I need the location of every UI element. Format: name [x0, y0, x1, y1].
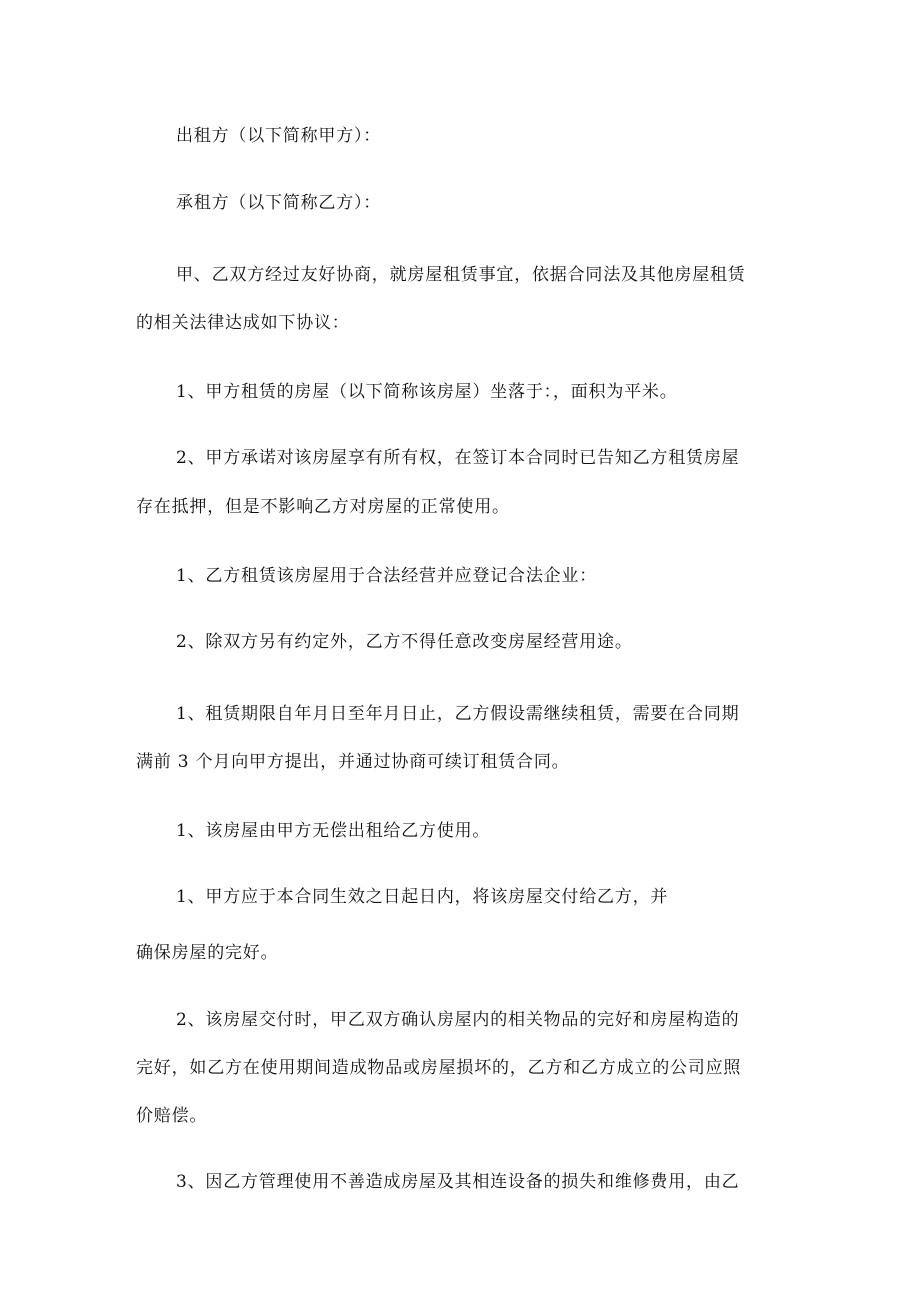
clause-ownership-line-1: 2、甲方承诺对该房屋享有所有权，在签订本合同时已告知乙方租赁房屋 [176, 448, 740, 468]
lessor-line: 出租方（以下简称甲方）： [176, 126, 382, 146]
clause-usage-2: 2、除双方另有约定外，乙方不得任意改变房屋经营用途。 [176, 632, 633, 652]
clause-condition-line-1: 2、该房屋交付时，甲乙双方确认房屋内的相关物品的完好和房屋构造的 [176, 1010, 740, 1030]
clause-house-location: 1、甲方租赁的房屋（以下简称该房屋）坐落于：，面积为平米。 [176, 382, 678, 402]
intro-paragraph-line-1: 甲、乙双方经过友好协商，就房屋租赁事宜，依据合同法及其他房屋租赁 [176, 265, 746, 285]
clause-delivery-line-2: 确保房屋的完好。 [136, 943, 279, 963]
clause-condition-line-3: 价赔偿。 [136, 1106, 208, 1126]
clause-condition-line-2: 完好，如乙方在使用期间造成物品或房屋损坏的，乙方和乙方成立的公司应照 [136, 1058, 742, 1078]
clause-delivery-line-1: 1、甲方应于本合同生效之日起日内，将该房屋交付给乙方，并 [176, 887, 669, 907]
clause-ownership-line-2: 存在抵押，但是不影响乙方对房屋的正常使用。 [136, 497, 510, 517]
clause-term-line-2: 满前 3 个月向甲方提出，并通过协商可续订租赁合同。 [136, 752, 570, 772]
clause-rent-free: 1、该房屋由甲方无偿出租给乙方使用。 [176, 821, 491, 841]
intro-paragraph-line-2: 的相关法律达成如下协议： [136, 313, 350, 333]
clause-damage-line-1: 3、因乙方管理使用不善造成房屋及其相连设备的损失和维修费用，由乙 [176, 1172, 740, 1192]
clause-term-line-1: 1、租赁期限自年月日至年月日止，乙方假设需继续租赁，需要在合同期 [176, 704, 740, 724]
lessee-line: 承租方（以下简称乙方）： [176, 193, 382, 213]
clause-usage-1: 1、乙方租赁该房屋用于合法经营并应登记合法企业： [176, 566, 598, 586]
